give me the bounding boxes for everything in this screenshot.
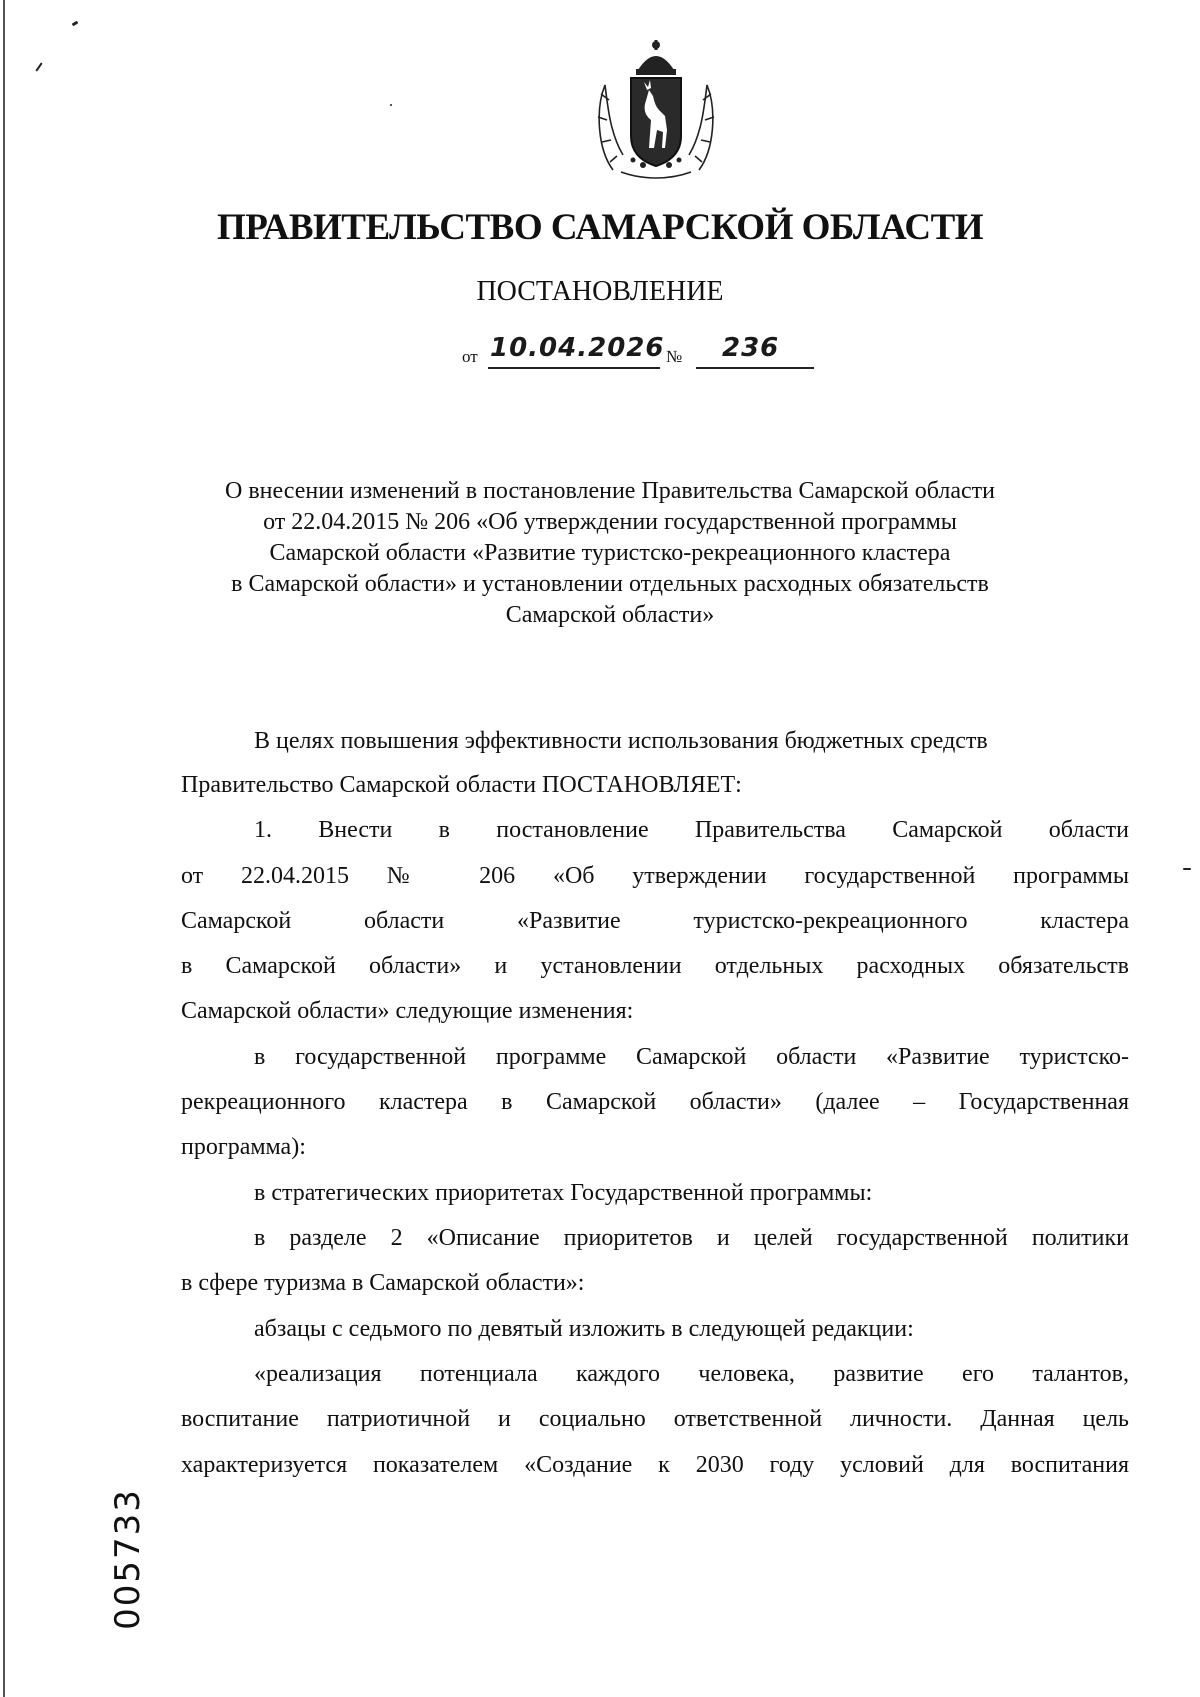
body-line: в сфере туризма в Самарской области»: <box>181 1270 585 1296</box>
handwritten-date: 10.04.2026 <box>490 333 665 363</box>
scan-speck <box>35 62 42 71</box>
body-line: в государственной программе Самарской области «Развитие туристско- <box>254 1044 1129 1070</box>
body-line: Самарской области «Развитие туристско-рекреационного кластера <box>181 908 1129 934</box>
coat-of-arms-icon <box>593 40 719 180</box>
date-prefix: от <box>462 347 478 366</box>
organization-title: ПРАВИТЕЛЬСТВО САМАРСКОЙ ОБЛАСТИ <box>216 207 984 248</box>
date-number-line <box>460 333 860 373</box>
scan-speck <box>1183 868 1191 870</box>
body-line: в Самарской области» и установлении отдельных расходных обязательств <box>181 953 1129 979</box>
body-line: Правительство Самарской области ПОСТАНОВЛЯЕТ: <box>181 772 742 798</box>
document-subject <box>150 476 1070 631</box>
subject-line: в Самарской области» и установлении отдельных расходных обязательств <box>231 571 989 597</box>
body-line: Самарской области» следующие изменения: <box>181 998 634 1024</box>
body-line: В целях повышения эффективности использования бюджетных средств <box>254 728 988 754</box>
body-line: воспитание патриотичной и социально ответственной личности. Данная цель <box>181 1406 1129 1432</box>
subject-line: О внесении изменений в постановление Правительства Самарской области <box>225 478 995 504</box>
scan-speck <box>72 21 79 27</box>
number-underline <box>696 367 814 369</box>
registration-number: 005733 <box>108 1488 148 1630</box>
date-underline <box>488 367 660 369</box>
body-line: характеризуется показателем «Создание к 2030 году условий для воспитания <box>181 1452 1129 1478</box>
body-line: программа): <box>181 1134 306 1160</box>
subject-line: от 22.04.2015 № 206 «Об утверждении государственной программы <box>263 509 957 535</box>
number-prefix: № <box>666 347 683 366</box>
body-line: рекреационного кластера в Самарской области» (далее – Государственная <box>181 1089 1129 1115</box>
body-line: от 22.04.2015 № 206 «Об утверждении государственной программы <box>181 863 1129 889</box>
handwritten-number: 236 <box>722 333 780 363</box>
scan-speck <box>390 104 392 106</box>
subject-line: Самарской области «Развитие туристско-рекреационного кластера <box>269 540 951 566</box>
body-line: абзацы с седьмого по девятый изложить в следующей редакции: <box>254 1316 914 1342</box>
body-line: 1. Внести в постановление Правительства Самарской области <box>254 817 1129 843</box>
scan-edge <box>3 0 5 1697</box>
document-type: ПОСТАНОВЛЕНИЕ <box>476 276 724 307</box>
body-line: «реализация потенциала каждого человека, развитие его талантов, <box>254 1361 1129 1387</box>
subject-line: Самарской области» <box>505 602 715 628</box>
body-line: в разделе 2 «Описание приоритетов и целей государственной политики <box>254 1225 1129 1251</box>
body-line: в стратегических приоритетах Государственной программы: <box>254 1180 873 1206</box>
